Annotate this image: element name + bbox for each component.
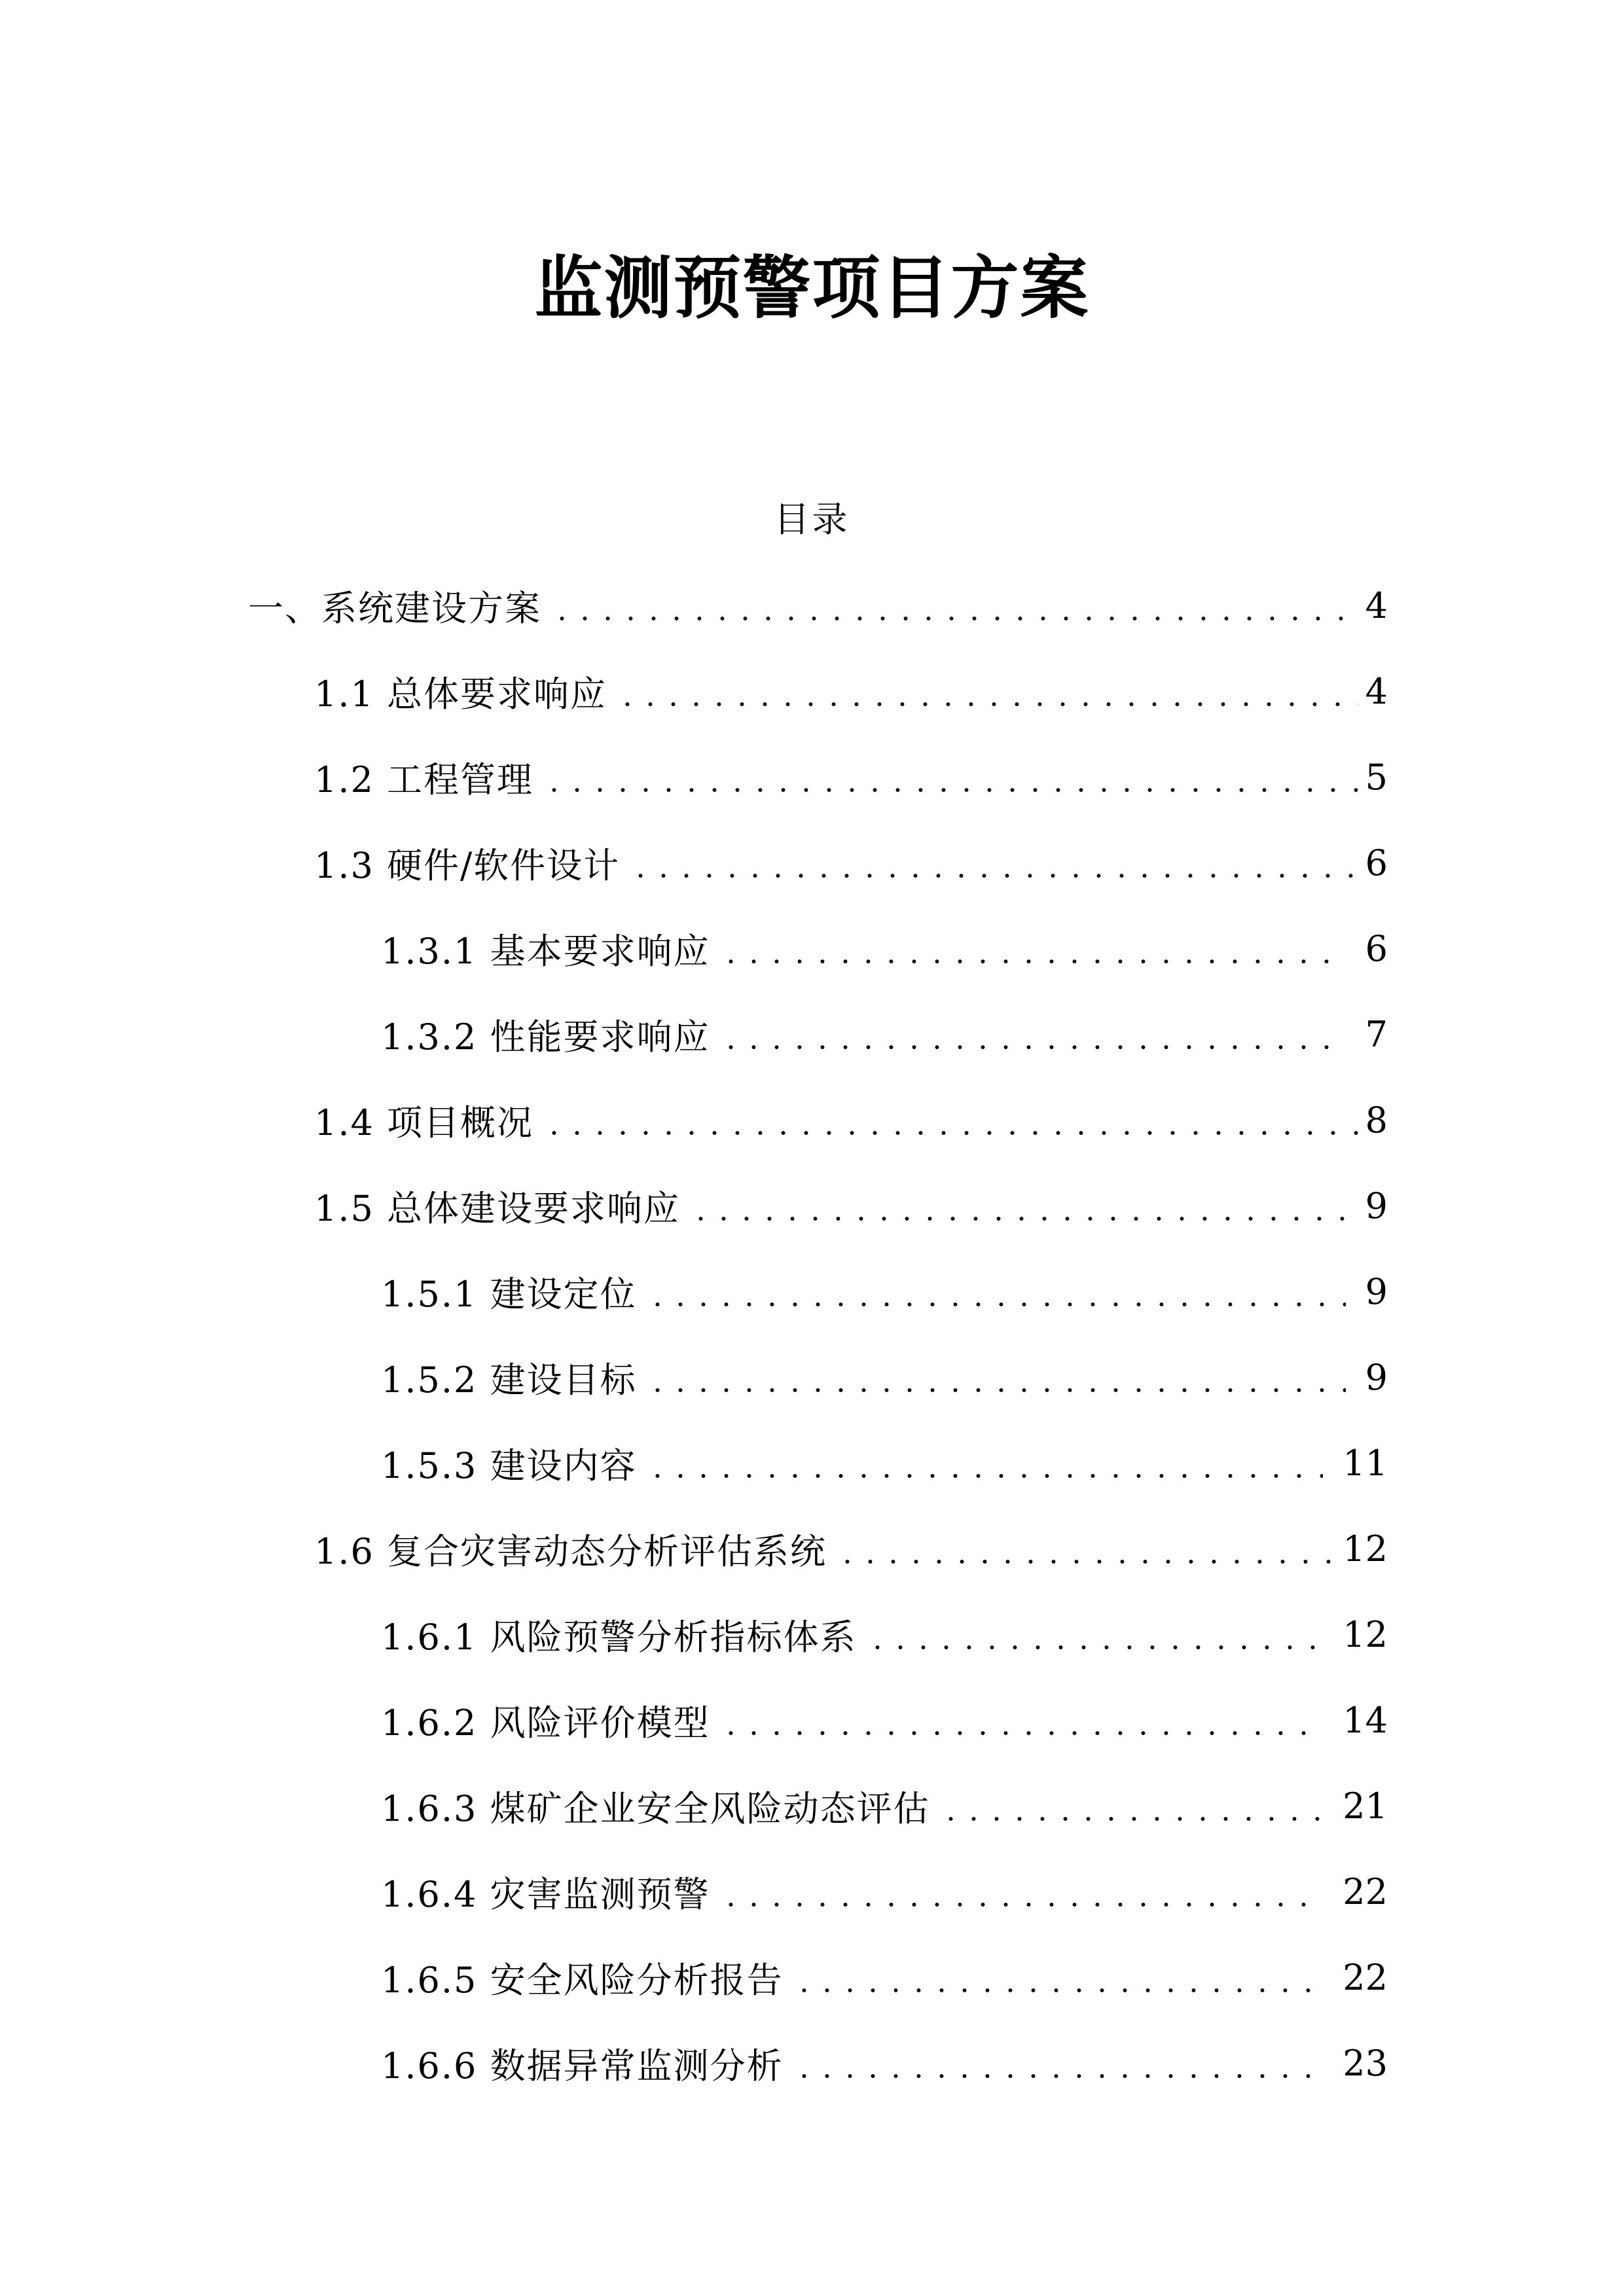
toc-entry-label: 1.6.2 风险评价模型 bbox=[381, 1702, 710, 1744]
table-of-contents bbox=[0, 563, 1624, 2106]
toc-leader-dots bbox=[719, 1677, 1324, 1763]
toc-leader-dots bbox=[866, 1592, 1324, 1677]
toc-page-number: 9 bbox=[1365, 1185, 1388, 1227]
toc-page-number: 4 bbox=[1365, 671, 1388, 712]
toc-entry[interactable] bbox=[0, 1677, 1624, 1763]
toc-entry-label: 1.3.2 性能要求响应 bbox=[381, 1016, 710, 1058]
toc-entry[interactable] bbox=[0, 1335, 1624, 1420]
toc-entry-label: 1.1 总体要求响应 bbox=[314, 673, 607, 715]
toc-entry[interactable] bbox=[0, 820, 1624, 906]
toc-leader-dots bbox=[616, 649, 1359, 734]
toc-leader-dots bbox=[793, 2020, 1324, 2106]
toc-leader-dots bbox=[629, 820, 1358, 906]
toc-leader-dots bbox=[543, 1077, 1359, 1163]
toc-entry-label: 1.6.6 数据异常监测分析 bbox=[381, 2045, 784, 2087]
toc-entry[interactable] bbox=[0, 906, 1624, 992]
toc-entry-label: 1.5.2 建设目标 bbox=[381, 1359, 637, 1401]
toc-entry[interactable] bbox=[0, 2020, 1624, 2106]
toc-page-number: 11 bbox=[1343, 1443, 1388, 1484]
toc-entry-label: 1.3.1 基本要求响应 bbox=[381, 931, 710, 972]
toc-leader-dots bbox=[719, 1849, 1324, 1935]
toc-entry-label: 1.2 工程管理 bbox=[314, 759, 534, 800]
toc-entry[interactable] bbox=[0, 1420, 1624, 1506]
toc-entry[interactable] bbox=[0, 649, 1624, 734]
toc-entry-label: 1.6.1 风险预警分析指标体系 bbox=[381, 1617, 857, 1658]
toc-entry[interactable] bbox=[0, 1506, 1624, 1592]
toc-entry[interactable] bbox=[0, 1592, 1624, 1677]
toc-leader-dots bbox=[719, 906, 1346, 992]
toc-leader-dots bbox=[550, 563, 1359, 649]
toc-entry-label: 一、系统建设方案 bbox=[248, 588, 541, 629]
toc-entry-label: 1.5.1 建设定位 bbox=[381, 1274, 637, 1315]
toc-heading: 目录 bbox=[774, 499, 850, 540]
toc-entry-label: 1.6.3 煤矿企业安全风险动态评估 bbox=[381, 1788, 930, 1829]
toc-leader-dots bbox=[646, 1420, 1324, 1506]
toc-entry[interactable] bbox=[0, 563, 1624, 649]
toc-entry-label: 1.6.5 安全风险分析报告 bbox=[381, 1960, 784, 2001]
toc-page-number: 14 bbox=[1343, 1700, 1388, 1741]
toc-page-number: 22 bbox=[1343, 1871, 1388, 1912]
toc-entry[interactable] bbox=[0, 1763, 1624, 1849]
toc-leader-dots bbox=[646, 1335, 1346, 1420]
toc-entry[interactable] bbox=[0, 992, 1624, 1077]
toc-entry-label: 1.6.4 灾害监测预警 bbox=[381, 1874, 710, 1915]
toc-entry-label: 1.4 项目概况 bbox=[314, 1102, 534, 1143]
toc-page-number: 9 bbox=[1365, 1271, 1388, 1312]
toc-entry[interactable] bbox=[0, 1077, 1624, 1163]
toc-entry[interactable] bbox=[0, 1935, 1624, 2020]
toc-entry[interactable] bbox=[0, 734, 1624, 820]
toc-page-number: 8 bbox=[1365, 1100, 1388, 1141]
document-title: 监测预警项目方案 bbox=[534, 247, 1090, 328]
toc-page-number: 6 bbox=[1365, 842, 1388, 884]
toc-leader-dots bbox=[689, 1163, 1359, 1249]
toc-page-number: 23 bbox=[1343, 2043, 1388, 2084]
toc-leader-dots bbox=[836, 1506, 1336, 1592]
toc-leader-dots bbox=[646, 1249, 1346, 1335]
toc-page-number: 5 bbox=[1365, 757, 1388, 798]
toc-leader-dots bbox=[543, 734, 1359, 820]
toc-leader-dots bbox=[793, 1935, 1324, 2020]
toc-entry-label: 1.3 硬件/软件设计 bbox=[314, 845, 621, 886]
toc-leader-dots bbox=[719, 992, 1346, 1077]
toc-page-number: 7 bbox=[1365, 1014, 1388, 1055]
toc-page-number: 21 bbox=[1343, 1785, 1388, 1827]
toc-entry-label: 1.6 复合灾害动态分析评估系统 bbox=[314, 1531, 827, 1572]
toc-entry[interactable] bbox=[0, 1163, 1624, 1249]
toc-entry-label: 1.5 总体建设要求响应 bbox=[314, 1188, 681, 1229]
toc-page-number: 12 bbox=[1343, 1614, 1388, 1655]
toc-page-number: 4 bbox=[1365, 585, 1388, 626]
toc-page-number: 9 bbox=[1365, 1357, 1388, 1398]
toc-page-number: 22 bbox=[1343, 1957, 1388, 1998]
toc-entry[interactable] bbox=[0, 1249, 1624, 1335]
toc-entry[interactable] bbox=[0, 1849, 1624, 1935]
toc-entry-label: 1.5.3 建设内容 bbox=[381, 1445, 637, 1486]
toc-page-number: 6 bbox=[1365, 928, 1388, 969]
toc-page-number: 12 bbox=[1343, 1528, 1388, 1570]
toc-leader-dots bbox=[939, 1763, 1324, 1849]
